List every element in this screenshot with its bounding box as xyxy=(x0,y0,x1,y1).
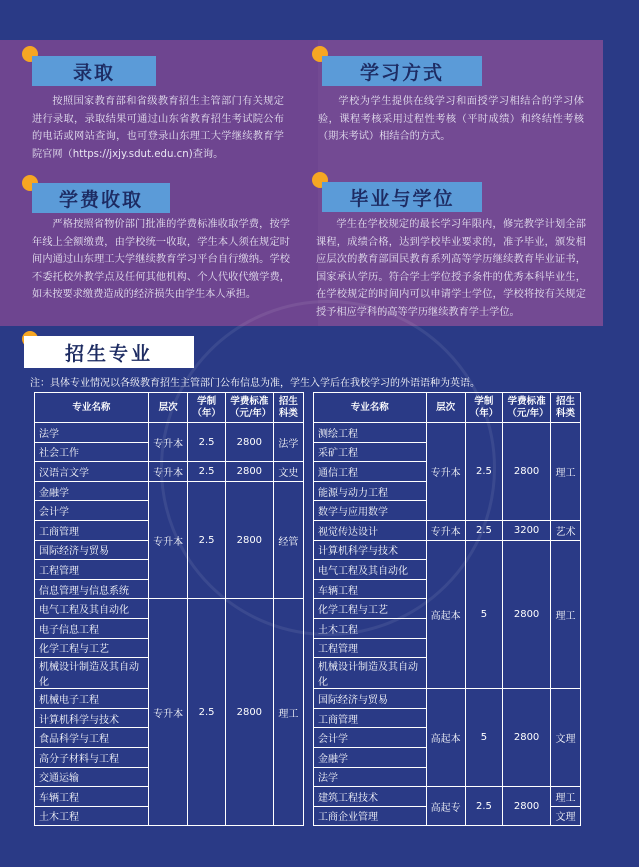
major-name-cell: 法学 xyxy=(314,767,427,787)
major-name-cell: 数学与应用数学 xyxy=(314,501,427,521)
major-name-cell: 工商管理 xyxy=(314,708,427,728)
enrollment-note: 注：具体专业情况以各级教育招生主管部门公布信息为准，学生入学后在我校学习的外语语种为英语。 xyxy=(30,378,480,389)
header-category: 招生科类 xyxy=(550,393,580,423)
header-fee: 学费标准（元/年） xyxy=(225,393,273,423)
table-row xyxy=(314,689,581,709)
fee-cell: 2800 xyxy=(225,462,273,482)
level-cell: 专升本 xyxy=(148,423,187,462)
major-name-cell: 计算机科学与技术 xyxy=(314,540,427,560)
major-name-cell: 金融学 xyxy=(35,481,149,501)
graduation-title: 毕业与学位 xyxy=(322,182,482,212)
major-name-cell: 建筑工程技术 xyxy=(314,787,427,807)
tuition-text: 严格按照省物价部门批准的学费标准收取学费，按学年线上全额缴费，由学校统一收取，学生本人须在规定时间内通过山东理工大学继续教育学习平台自行缴纳。学校不委托校外教学点及任何其他机构、个人代收代缴学费，如未按要求缴费造成的经济损失由学生本人承担。 xyxy=(32,219,290,301)
header-years: 学制（年） xyxy=(188,393,226,423)
level-cell: 专升本 xyxy=(148,462,187,482)
years-cell: 2.5 xyxy=(188,599,226,826)
majors-table-right xyxy=(313,392,581,826)
table-row xyxy=(35,423,304,443)
fee-cell: 2800 xyxy=(225,481,273,599)
level-cell: 高起本 xyxy=(426,689,465,787)
fee-cell: 2800 xyxy=(503,540,551,689)
major-name-cell: 能源与动力工程 xyxy=(314,481,427,501)
table-row xyxy=(35,462,304,482)
years-cell: 2.5 xyxy=(465,787,503,826)
level-cell: 专升本 xyxy=(426,423,465,521)
header-name: 专业名称 xyxy=(314,393,427,423)
major-name-cell: 工程管理 xyxy=(314,638,427,658)
major-name-cell: 工商企业管理 xyxy=(314,806,427,826)
major-name-cell: 高分子材料与工程 xyxy=(35,747,149,767)
major-name-cell: 测绘工程 xyxy=(314,423,427,443)
fee-cell: 2800 xyxy=(503,423,551,521)
major-name-cell: 信息管理与信息系统 xyxy=(35,579,149,599)
major-name-cell: 会计学 xyxy=(314,728,427,748)
table-row xyxy=(35,481,304,501)
fee-cell: 3200 xyxy=(503,520,551,540)
header-name: 专业名称 xyxy=(35,393,149,423)
table-row xyxy=(314,520,581,540)
category-cell: 文史 xyxy=(273,462,303,482)
major-name-cell: 工商管理 xyxy=(35,520,149,540)
study-title: 学习方式 xyxy=(322,56,482,86)
major-name-cell: 化学工程与工艺 xyxy=(35,638,149,658)
top-band xyxy=(0,0,639,40)
major-name-cell: 会计学 xyxy=(35,501,149,521)
level-cell: 高起专 xyxy=(426,787,465,826)
major-name-cell: 工程管理 xyxy=(35,560,149,580)
major-name-cell: 金融学 xyxy=(314,747,427,767)
header-years: 学制（年） xyxy=(465,393,503,423)
category-cell: 理工 xyxy=(550,423,580,521)
category-cell: 经管 xyxy=(273,481,303,599)
major-name-cell: 土木工程 xyxy=(35,806,149,826)
category-cell: 理工 xyxy=(273,599,303,826)
table-row xyxy=(314,423,581,443)
major-name-cell: 国际经济与贸易 xyxy=(314,689,427,709)
category-cell: 文理 xyxy=(550,806,580,826)
graduation-text: 学生在学校规定的最长学习年限内，修完教学计划全部课程，成绩合格，达到学校毕业要求的，准予毕业，颁发相应层次的教育部国民教育系列高等学历继续教育毕业证书，国家承认学历。符合学士学位授予条件的优秀本科毕业生，在学校规定的时间内可以申请学士学位，学校将按有关规定授予相应学科的高等学历继续教育学士学位。 xyxy=(316,219,586,318)
years-cell: 2.5 xyxy=(465,520,503,540)
major-name-cell: 土木工程 xyxy=(314,618,427,638)
category-cell: 理工 xyxy=(550,787,580,807)
enrollment-title: 招生专业 xyxy=(24,336,194,368)
level-cell: 高起本 xyxy=(426,540,465,689)
admission-text: 按照国家教育部和省级教育招生主管部门有关规定进行录取，录取结果可通过山东省教育招生考试院公布的电话或网站查询，也可登录山东理工大学继续教育学院官网（https://jxjy.sdut.edu.cn)查询。 xyxy=(32,96,284,160)
fee-cell: 2800 xyxy=(503,787,551,826)
study-text: 学校为学生提供在线学习和面授学习相结合的学习体验，课程考核采用过程性考核（平时成绩）和终结性考核（期末考试）相结合的方式。 xyxy=(318,96,584,143)
major-name-cell: 机械设计制造及其自动化 xyxy=(314,658,427,689)
major-name-cell: 车辆工程 xyxy=(314,579,427,599)
major-name-cell: 视觉传达设计 xyxy=(314,520,427,540)
years-cell: 2.5 xyxy=(465,423,503,521)
major-name-cell: 车辆工程 xyxy=(35,787,149,807)
major-name-cell: 汉语言文学 xyxy=(35,462,149,482)
major-name-cell: 机械电子工程 xyxy=(35,689,149,709)
years-cell: 2.5 xyxy=(188,481,226,599)
major-name-cell: 食品科学与工程 xyxy=(35,728,149,748)
major-name-cell: 法学 xyxy=(35,423,149,443)
tuition-title: 学费收取 xyxy=(32,183,170,213)
major-name-cell: 电气工程及其自动化 xyxy=(35,599,149,619)
fee-cell: 2800 xyxy=(225,423,273,462)
header-fee: 学费标准（元/年） xyxy=(503,393,551,423)
majors-table-left xyxy=(34,392,304,826)
header-category: 招生科类 xyxy=(273,393,303,423)
table-row xyxy=(314,787,581,807)
table-row xyxy=(35,599,304,619)
major-name-cell: 机械设计制造及其自动化 xyxy=(35,658,149,689)
level-cell: 专升本 xyxy=(148,481,187,599)
years-cell: 5 xyxy=(465,689,503,787)
category-cell: 艺术 xyxy=(550,520,580,540)
major-name-cell: 国际经济与贸易 xyxy=(35,540,149,560)
header-level: 层次 xyxy=(148,393,187,423)
category-cell: 理工 xyxy=(550,540,580,689)
major-name-cell: 电气工程及其自动化 xyxy=(314,560,427,580)
major-name-cell: 通信工程 xyxy=(314,462,427,482)
major-name-cell: 社会工作 xyxy=(35,442,149,462)
major-name-cell: 采矿工程 xyxy=(314,442,427,462)
fee-cell: 2800 xyxy=(225,599,273,826)
major-name-cell: 交通运输 xyxy=(35,767,149,787)
years-cell: 2.5 xyxy=(188,462,226,482)
fee-cell: 2800 xyxy=(503,689,551,787)
level-cell: 专升本 xyxy=(148,599,187,826)
major-name-cell: 计算机科学与技术 xyxy=(35,708,149,728)
category-cell: 法学 xyxy=(273,423,303,462)
header-level: 层次 xyxy=(426,393,465,423)
table-row xyxy=(314,540,581,560)
major-name-cell: 电子信息工程 xyxy=(35,618,149,638)
major-name-cell: 化学工程与工艺 xyxy=(314,599,427,619)
level-cell: 专升本 xyxy=(426,520,465,540)
category-cell: 文理 xyxy=(550,689,580,787)
years-cell: 5 xyxy=(465,540,503,689)
admission-title: 录取 xyxy=(32,56,156,86)
years-cell: 2.5 xyxy=(188,423,226,462)
